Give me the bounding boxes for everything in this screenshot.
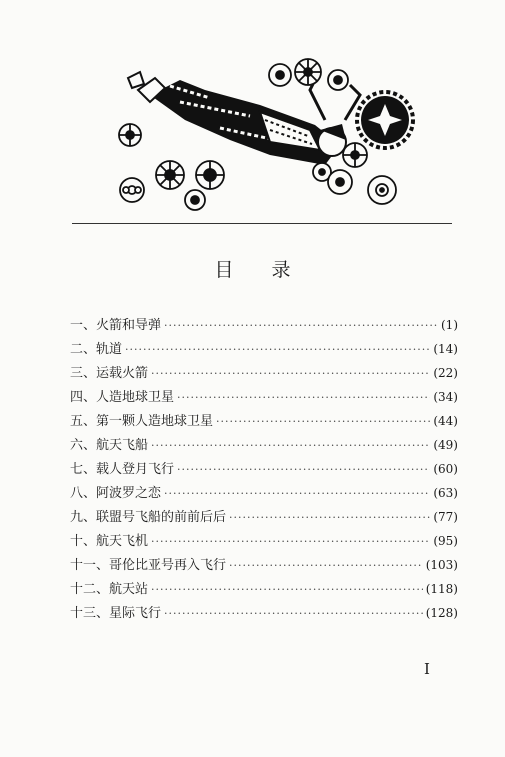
toc-entry-title: 二、轨道 xyxy=(70,342,123,357)
toc-dot-leader xyxy=(177,391,430,404)
sun-icon xyxy=(357,92,413,148)
page-number: I xyxy=(424,660,430,678)
toc-dot-leader xyxy=(164,487,430,500)
toc-dot-leader xyxy=(177,463,430,476)
toc-entry-title: 五、第一颗人造地球卫星 xyxy=(70,414,214,429)
toc-dot-leader xyxy=(151,367,430,380)
toc-dot-leader xyxy=(164,319,438,332)
toc-entry[interactable] xyxy=(70,362,458,386)
toc-entry-page: (95) xyxy=(433,534,458,548)
toc-entry-title: 一、火箭和导弹 xyxy=(70,318,162,333)
toc-dot-leader xyxy=(229,511,430,524)
flying-figure-illustration xyxy=(110,50,430,220)
toc-entry-page: (22) xyxy=(433,366,458,380)
flying-figure-icon xyxy=(128,72,360,165)
toc-entry-page: (44) xyxy=(433,414,458,428)
table-of-contents xyxy=(70,314,458,626)
page-title: 目录 xyxy=(214,259,329,281)
toc-entry[interactable] xyxy=(70,434,458,458)
toc-entry-page: (49) xyxy=(433,438,458,452)
toc-entry-title: 十三、星际飞行 xyxy=(70,606,162,621)
toc-entry[interactable] xyxy=(70,482,458,506)
toc-entry-title: 七、载人登月飞行 xyxy=(70,462,175,477)
toc-entry[interactable] xyxy=(70,386,458,410)
toc-entry[interactable] xyxy=(70,314,458,338)
toc-dot-leader xyxy=(151,583,423,596)
toc-entry-title: 三、运载火箭 xyxy=(70,366,149,381)
toc-entry-page: (63) xyxy=(433,486,458,500)
toc-entry-title: 十二、航天站 xyxy=(70,582,149,597)
toc-entry-page: (1) xyxy=(441,318,458,332)
header-rule xyxy=(72,223,452,224)
toc-dot-leader xyxy=(229,559,423,572)
toc-dot-leader xyxy=(164,607,423,620)
toc-entry-page: (103) xyxy=(425,558,458,572)
toc-entry-page: (14) xyxy=(433,342,458,356)
toc-entry-title: 四、人造地球卫星 xyxy=(70,390,175,405)
toc-entry[interactable] xyxy=(70,578,458,602)
toc-entry[interactable] xyxy=(70,602,458,626)
toc-entry-page: (128) xyxy=(425,606,458,620)
toc-entry-title: 六、航天飞船 xyxy=(70,438,149,453)
toc-entry-title: 十、航天飞机 xyxy=(70,534,149,549)
toc-dot-leader xyxy=(151,439,430,452)
toc-entry-page: (77) xyxy=(433,510,458,524)
toc-entry-page: (34) xyxy=(433,390,458,404)
toc-entry[interactable] xyxy=(70,410,458,434)
toc-entry[interactable] xyxy=(70,554,458,578)
toc-entry-page: (118) xyxy=(425,582,458,596)
toc-entry-title: 八、阿波罗之恋 xyxy=(70,486,162,501)
toc-dot-leader xyxy=(151,535,430,548)
toc-entry[interactable] xyxy=(70,506,458,530)
toc-entry-page: (60) xyxy=(433,462,458,476)
toc-entry-title: 九、联盟号飞船的前前后后 xyxy=(70,510,227,525)
toc-entry[interactable] xyxy=(70,458,458,482)
toc-entry[interactable] xyxy=(70,338,458,362)
toc-entry-title: 十一、哥伦比亚号再入飞行 xyxy=(70,558,227,573)
toc-entry[interactable] xyxy=(70,530,458,554)
toc-dot-leader xyxy=(216,415,430,428)
toc-dot-leader xyxy=(125,343,430,356)
